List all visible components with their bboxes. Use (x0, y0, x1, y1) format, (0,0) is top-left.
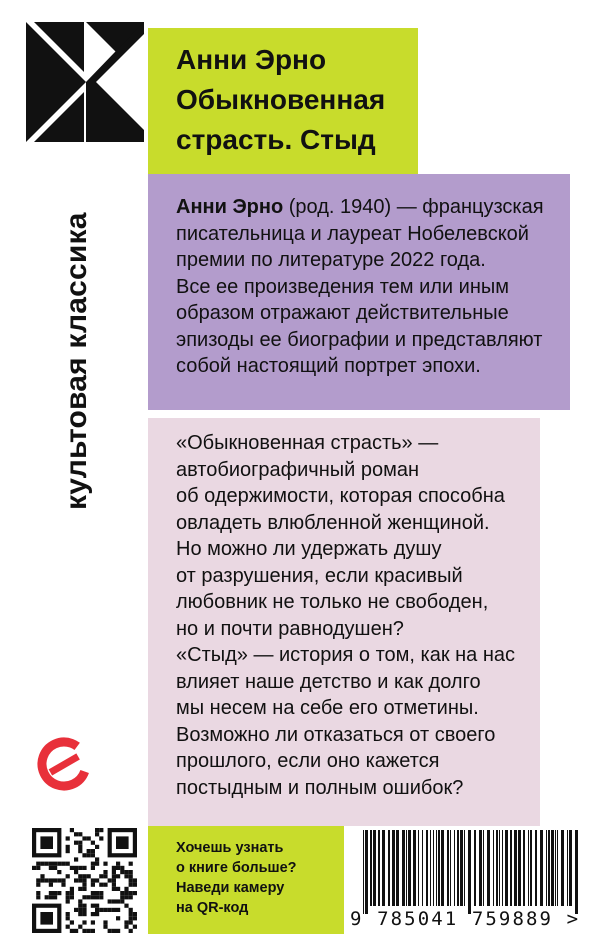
qr-code-icon[interactable] (26, 826, 144, 934)
qr-prompt-line: Наведи камеру (176, 880, 285, 896)
annotation-line: постыдным и полным ошибок? (176, 776, 464, 799)
qr-prompt-line: Хочешь узнать (176, 840, 284, 856)
annotation-line: влияет наше детство и как долго (176, 670, 481, 693)
bio-line: Все ее произведения тем или иным (176, 275, 509, 298)
annotation-line: от разрушения, если красивый (176, 564, 463, 587)
qr-prompt (148, 826, 344, 934)
bio-line: эпизоды ее биографии и представляют (176, 328, 543, 351)
annotation-line: об одержимости, которая способна (176, 485, 505, 507)
qr-prompt-line: о книге больше? (176, 860, 297, 876)
bio-line: премии по литературе 2022 года. (176, 249, 486, 271)
annotation-line: овладеть влюбленной женщиной. (176, 511, 490, 534)
annotation-line: но и почти равнодушен? (176, 617, 404, 640)
title-line-1: Обыкновенная (176, 84, 386, 115)
qr-prompt-line: на QR-код (176, 900, 249, 916)
title-line-2: страсть. Стыд (176, 124, 376, 155)
series-label: культовая классика (60, 212, 93, 510)
bio-author-name: Анни Эрно (176, 196, 284, 218)
bio-line: писательница и лауреат Нобелевской (176, 222, 529, 245)
publisher-k-logo-icon (26, 22, 144, 142)
annotation-line: прошлого, если оно кажется (176, 750, 440, 772)
author-bio (148, 174, 570, 410)
title-author: Анни Эрно (176, 44, 327, 75)
annotation-line: Возможно ли отказаться от своего (176, 723, 496, 746)
bio-line: собой настоящий портрет эпохи. (176, 355, 481, 377)
annotation-line: «Стыд» — история о том, как на нас (176, 644, 516, 666)
bio-first-line-rest: (род. 1940) — французская (283, 196, 544, 218)
annotation-line: мы несем на себе его отметины. (176, 697, 479, 719)
isbn-digits: 9 785041 759889 > (350, 908, 581, 930)
annotation-line: любовник не только не свободен, (176, 591, 489, 613)
book-annotation (148, 418, 540, 826)
bio-first-line (176, 194, 560, 221)
book-title (148, 28, 418, 174)
eksmo-logo-icon (36, 736, 92, 792)
annotation-line: автобиографичный роман (176, 458, 420, 481)
bio-line: образом отражают действительные (176, 302, 509, 324)
annotation-line: Но можно ли удержать душу (176, 538, 442, 560)
annotation-line: «Обыкновенная страсть» — (176, 432, 439, 454)
